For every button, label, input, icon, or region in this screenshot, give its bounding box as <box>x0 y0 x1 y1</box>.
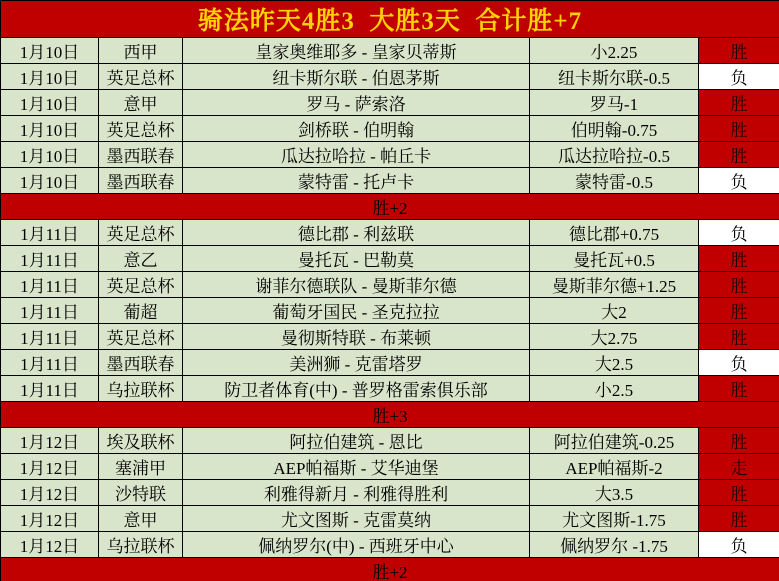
result-cell: 胜 <box>699 116 779 142</box>
table-row <box>1 428 779 454</box>
league-cell: 英足总杯 <box>99 272 183 298</box>
result-cell: 胜 <box>699 324 779 350</box>
match-cell: 阿拉伯建筑 - 恩比 <box>183 428 530 454</box>
table-row <box>1 116 779 142</box>
result-cell: 胜 <box>699 90 779 116</box>
handicap-cell: 大2 <box>530 298 699 324</box>
match-cell: 曼彻斯特联 - 布莱顿 <box>183 324 530 350</box>
match-cell: 葡萄牙国民 - 圣克拉拉 <box>183 298 530 324</box>
match-cell: 尤文图斯 - 克雷莫纳 <box>183 506 530 532</box>
title-row <box>1 1 779 38</box>
date-cell: 1月12日 <box>1 480 99 506</box>
league-cell: 葡超 <box>99 298 183 324</box>
date-cell: 1月10日 <box>1 90 99 116</box>
match-cell: 美洲狮 - 克雷塔罗 <box>183 350 530 376</box>
league-cell: 沙特联 <box>99 480 183 506</box>
handicap-cell: 伯明翰-0.75 <box>530 116 699 142</box>
match-cell: 皇家奥维耶多 - 皇家贝蒂斯 <box>183 38 530 64</box>
result-cell: 胜 <box>699 376 779 402</box>
table-row <box>1 220 779 246</box>
match-cell: 利雅得新月 - 利雅得胜利 <box>183 480 530 506</box>
match-cell: 剑桥联 - 伯明翰 <box>183 116 530 142</box>
date-cell: 1月10日 <box>1 116 99 142</box>
date-cell: 1月11日 <box>1 298 99 324</box>
handicap-cell: 曼斯菲尔德+1.25 <box>530 272 699 298</box>
table-row <box>1 142 779 168</box>
handicap-cell: 曼托瓦+0.5 <box>530 246 699 272</box>
handicap-cell: 大3.5 <box>530 480 699 506</box>
result-cell: 负 <box>699 532 779 558</box>
handicap-cell: 德比郡+0.75 <box>530 220 699 246</box>
table-row <box>1 376 779 402</box>
summary-row <box>1 194 779 220</box>
handicap-cell: 小2.5 <box>530 376 699 402</box>
handicap-cell: 小2.25 <box>530 38 699 64</box>
result-cell: 负 <box>699 350 779 376</box>
page-title: 骑法昨天4胜3 大胜3天 合计胜+7 <box>1 1 779 38</box>
result-cell: 负 <box>699 168 779 194</box>
handicap-cell: 阿拉伯建筑-0.25 <box>530 428 699 454</box>
table-row <box>1 272 779 298</box>
league-cell: 英足总杯 <box>99 220 183 246</box>
result-cell: 胜 <box>699 480 779 506</box>
date-cell: 1月12日 <box>1 532 99 558</box>
league-cell: 英足总杯 <box>99 116 183 142</box>
result-cell: 胜 <box>699 246 779 272</box>
table-row <box>1 454 779 480</box>
match-cell: 罗马 - 萨索洛 <box>183 90 530 116</box>
league-cell: 埃及联杯 <box>99 428 183 454</box>
match-cell: 谢菲尔德联队 - 曼斯菲尔德 <box>183 272 530 298</box>
date-cell: 1月11日 <box>1 246 99 272</box>
date-cell: 1月11日 <box>1 350 99 376</box>
summary-cell: 胜+2 <box>1 558 779 581</box>
handicap-cell: 大2.75 <box>530 324 699 350</box>
league-cell: 意乙 <box>99 246 183 272</box>
handicap-cell: AEP帕福斯-2 <box>530 454 699 480</box>
result-cell: 胜 <box>699 298 779 324</box>
summary-cell: 胜+2 <box>1 194 779 220</box>
handicap-cell: 瓜达拉哈拉-0.5 <box>530 142 699 168</box>
table-row <box>1 90 779 116</box>
result-cell: 负 <box>699 64 779 90</box>
handicap-cell: 尤文图斯-1.75 <box>530 506 699 532</box>
result-cell: 负 <box>699 220 779 246</box>
date-cell: 1月10日 <box>1 64 99 90</box>
table-row <box>1 350 779 376</box>
match-cell: 瓜达拉哈拉 - 帕丘卡 <box>183 142 530 168</box>
handicap-cell: 大2.5 <box>530 350 699 376</box>
table-row <box>1 298 779 324</box>
league-cell: 意甲 <box>99 506 183 532</box>
league-cell: 墨西联春 <box>99 142 183 168</box>
table-row <box>1 532 779 558</box>
handicap-cell: 佩纳罗尔 -1.75 <box>530 532 699 558</box>
league-cell: 乌拉联杯 <box>99 532 183 558</box>
table-row <box>1 506 779 532</box>
handicap-cell: 纽卡斯尔联-0.5 <box>530 64 699 90</box>
date-cell: 1月11日 <box>1 324 99 350</box>
league-cell: 英足总杯 <box>99 324 183 350</box>
league-cell: 乌拉联杯 <box>99 376 183 402</box>
handicap-cell: 罗马-1 <box>530 90 699 116</box>
league-cell: 意甲 <box>99 90 183 116</box>
league-cell: 墨西联春 <box>99 350 183 376</box>
date-cell: 1月12日 <box>1 428 99 454</box>
result-cell: 胜 <box>699 506 779 532</box>
match-cell: AEP帕福斯 - 艾华迪堡 <box>183 454 530 480</box>
result-cell: 走 <box>699 454 779 480</box>
result-cell: 胜 <box>699 142 779 168</box>
table-row <box>1 64 779 90</box>
league-cell: 墨西联春 <box>99 168 183 194</box>
result-cell: 胜 <box>699 428 779 454</box>
match-cell: 纽卡斯尔联 - 伯恩茅斯 <box>183 64 530 90</box>
match-cell: 德比郡 - 利兹联 <box>183 220 530 246</box>
table-row <box>1 246 779 272</box>
table-row <box>1 168 779 194</box>
result-cell: 胜 <box>699 272 779 298</box>
league-cell: 塞浦甲 <box>99 454 183 480</box>
table-row <box>1 38 779 64</box>
date-cell: 1月12日 <box>1 454 99 480</box>
date-cell: 1月11日 <box>1 376 99 402</box>
match-cell: 佩纳罗尔(中) - 西班牙中心 <box>183 532 530 558</box>
date-cell: 1月10日 <box>1 38 99 64</box>
date-cell: 1月10日 <box>1 142 99 168</box>
date-cell: 1月10日 <box>1 168 99 194</box>
match-cell: 曼托瓦 - 巴勒莫 <box>183 246 530 272</box>
league-cell: 西甲 <box>99 38 183 64</box>
table-row <box>1 324 779 350</box>
result-cell: 胜 <box>699 38 779 64</box>
summary-cell: 胜+3 <box>1 402 779 428</box>
league-cell: 英足总杯 <box>99 64 183 90</box>
match-cell: 防卫者体育(中) - 普罗格雷索俱乐部 <box>183 376 530 402</box>
match-cell: 蒙特雷 - 托卢卡 <box>183 168 530 194</box>
handicap-cell: 蒙特雷-0.5 <box>530 168 699 194</box>
date-cell: 1月12日 <box>1 506 99 532</box>
summary-row <box>1 558 779 581</box>
table-row <box>1 480 779 506</box>
date-cell: 1月11日 <box>1 272 99 298</box>
date-cell: 1月11日 <box>1 220 99 246</box>
summary-row <box>1 402 779 428</box>
table-body <box>1 1 779 581</box>
